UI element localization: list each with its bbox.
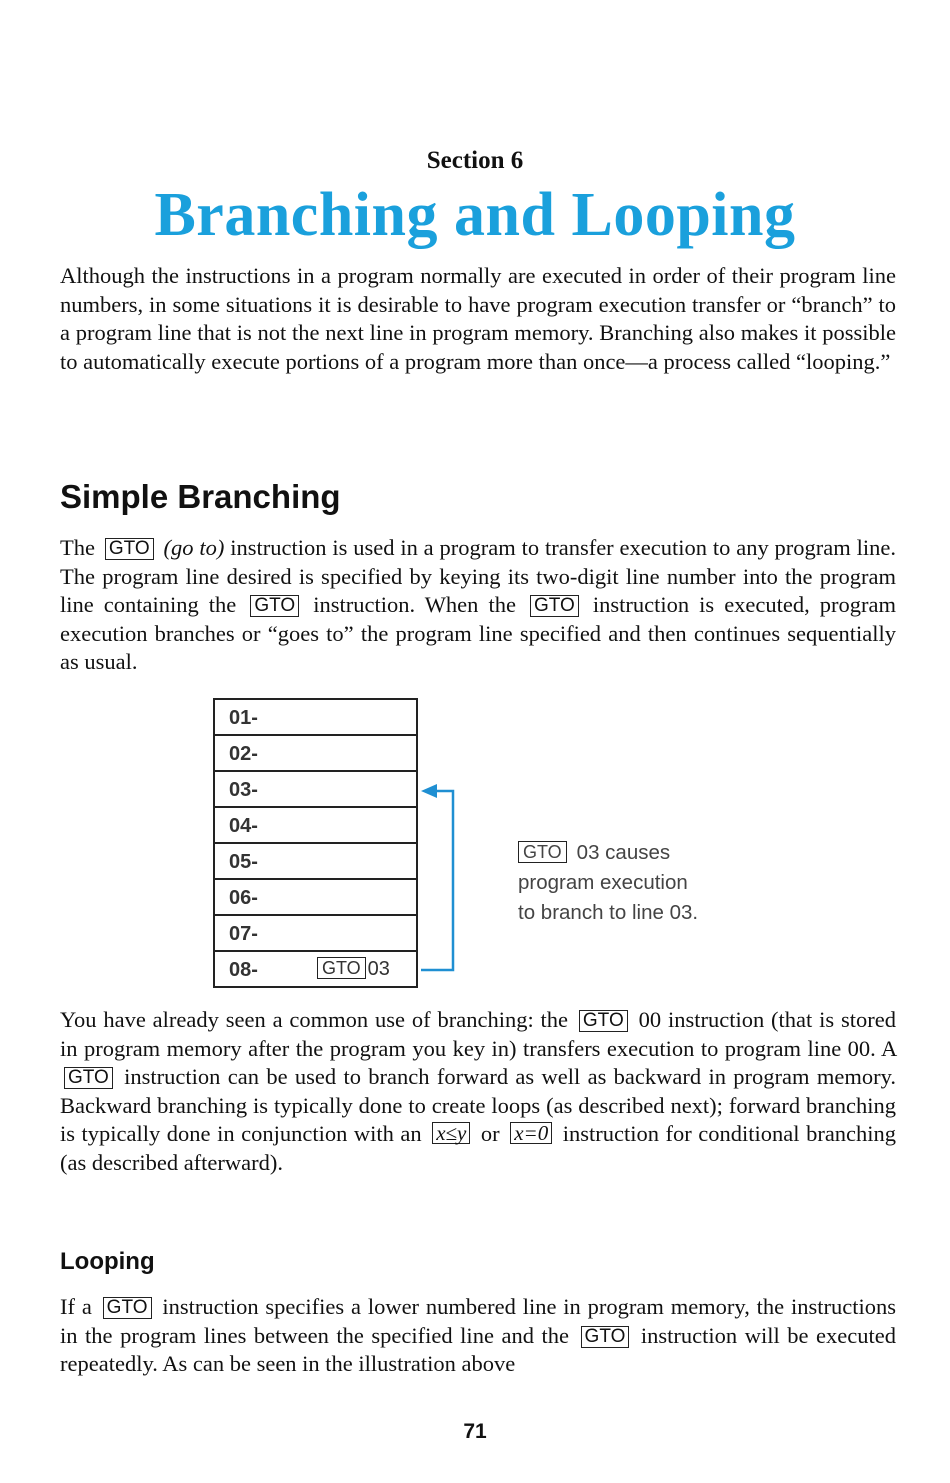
x-equals-zero-key: x=0: [510, 1122, 552, 1144]
line-number: 01-: [229, 707, 258, 729]
program-line: [215, 916, 416, 952]
program-line: [215, 736, 416, 772]
gto-instruction: [317, 957, 390, 981]
line-number: 04-: [229, 815, 258, 837]
simple-branching-heading: Simple Branching: [60, 478, 341, 515]
program-line: [215, 772, 416, 808]
gto-key: GTO: [64, 1067, 113, 1089]
section-label: Section 6: [426, 147, 524, 174]
line-number: 08-: [229, 959, 258, 981]
gto-key: GTO: [103, 1297, 152, 1319]
program-line: [215, 880, 416, 916]
page-number: 71: [463, 1420, 487, 1443]
gto-key: GTO: [518, 841, 567, 863]
branch-arrow-icon: [413, 698, 473, 988]
x-less-equal-y-key: x≤y: [432, 1122, 470, 1144]
program-line: [215, 808, 416, 844]
gto-target: 03: [367, 958, 390, 980]
simple-branching-paragraph: The GTO (go to) instruction is used in a program to transfer execution to any program line. The program line desired is specified by keying its two-digit line number into the program line containing the GTO instruction. When the GTO instruction is executed, program execution branches or “goes to” the program line specified and then continues sequentially as usual.: [60, 535, 897, 674]
line-number: 03-: [229, 779, 258, 801]
chapter-title: Branching and Looping: [154, 181, 796, 249]
looping-heading: Looping: [60, 1248, 155, 1275]
line-number: 02-: [229, 743, 258, 765]
line-number: 06-: [229, 887, 258, 909]
line-number: 07-: [229, 923, 258, 945]
gto-key: GTO: [317, 957, 366, 979]
program-memory-table: [213, 698, 418, 988]
looping-paragraph: If a GTO instruction specifies a lower numbered line in program memory, the instructions in the program lines between the specified line and the GTO instruction will be executed repeatedly. As can be seen in the illustration above: [60, 1294, 897, 1376]
gto-key: GTO: [581, 1326, 630, 1348]
program-line: [215, 700, 416, 736]
gto-key: GTO: [579, 1010, 628, 1032]
branching-uses-paragraph: You have already seen a common use of branching: the GTO 00 instruction (that is stored in program memory after the program you key in) transfers execution to program line 00. A GTO instruction can be used to branch forward as well as backward in program memory. Backward branching is typically done to create loops (as described next); forward branching is typically done in conjunction with an x≤y or x=0 instruction for conditional branching (as described afterward).: [60, 1007, 897, 1175]
gto-key: GTO: [530, 595, 579, 617]
line-number: 05-: [229, 851, 258, 873]
program-line: [215, 952, 416, 986]
intro-paragraph: Although the instructions in a program normally are executed in order of their program line numbers, in some situations it is desirable to have program execution transfer or “branch” to a program line that is not the next line in program memory. Branching also makes it possible to automatically execute portions of a program more than once—a process called “looping.”: [60, 263, 896, 374]
diagram-caption: GTO 03 causes program execution to branch to line 03.: [518, 841, 699, 924]
gto-key: GTO: [105, 538, 154, 560]
program-line: [215, 844, 416, 880]
gto-key: GTO: [250, 595, 299, 617]
